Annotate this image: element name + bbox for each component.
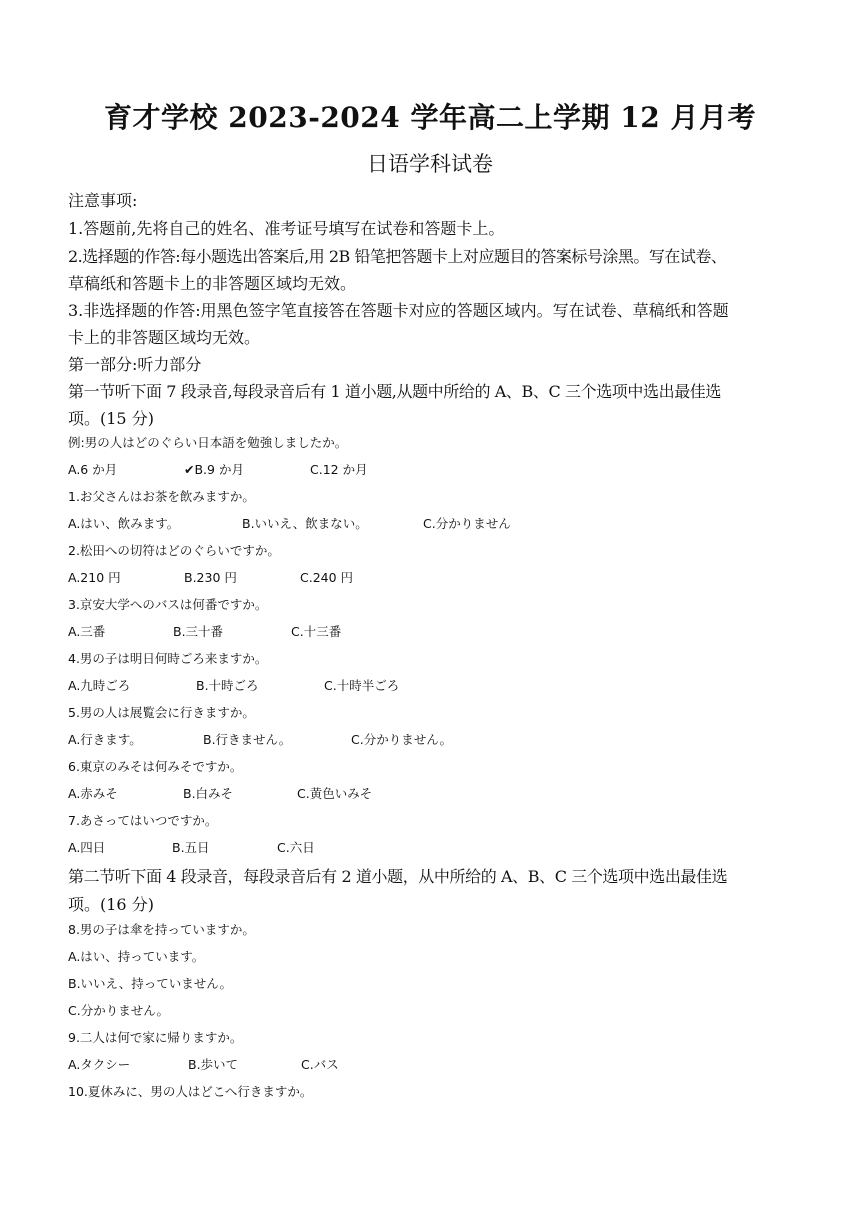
question-5-option-c: C.分かりません。 bbox=[351, 732, 452, 747]
section1-instruction-line-1: 第一节听下面 7 段录音,每段录音后有 1 道小题,从题中所给的 A、B、C 三个选项中选出最佳选 bbox=[68, 382, 722, 401]
question-2-option-c: C.240 円 bbox=[300, 570, 354, 585]
question-5-option-a: A.行きます。 bbox=[68, 732, 142, 747]
question-3-option-c: C.十三番 bbox=[291, 624, 342, 639]
question-3-option-b: B.三十番 bbox=[173, 624, 224, 639]
question-8-option-b: B.いいえ、持っていません。 bbox=[68, 976, 233, 991]
question-3: 3.京安大学へのバスは何番ですか。 bbox=[68, 597, 268, 612]
question-5: 5.男の人は展覧会に行きますか。 bbox=[68, 705, 255, 720]
question-9: 9.二人は何で家に帰りますか。 bbox=[68, 1030, 243, 1045]
note-3-line-1: 3.非选择题的作答:用黑色签字笔直接答在答题卡对应的答题区域内。写在试卷、草稿纸和答题 bbox=[68, 301, 729, 320]
note-1: 1.答题前,先将自己的姓名、准考证号填写在试卷和答题卡上。 bbox=[68, 219, 505, 238]
question-8: 8.男の子は傘を持っていますか。 bbox=[68, 922, 255, 937]
example-question: 例:男の人はどのぐらい日本語を勉強しましたか。 bbox=[68, 435, 348, 450]
question-2: 2.松田への切符はどのぐらいですか。 bbox=[68, 543, 280, 558]
example-option-c: C.12 か月 bbox=[310, 462, 368, 477]
example-option-a: A.6 か月 bbox=[68, 462, 118, 477]
question-1-option-a: A.はい、飲みます。 bbox=[68, 516, 180, 531]
question-7-option-c: C.六日 bbox=[277, 840, 315, 855]
question-6-option-c: C.黄色いみそ bbox=[297, 786, 373, 801]
part1-heading: 第一部分:听力部分 bbox=[68, 355, 202, 374]
example-option-b-label: B.9 か月 bbox=[194, 462, 244, 477]
notes-heading: 注意事项: bbox=[68, 191, 138, 210]
question-5-option-b: B.行きません。 bbox=[203, 732, 292, 747]
question-4-option-a: A.九時ごろ bbox=[68, 678, 131, 693]
question-6: 6.東京のみそは何みそですか。 bbox=[68, 759, 243, 774]
note-2-line-2: 草稿纸和答题卡上的非答题区域均无效。 bbox=[68, 274, 357, 293]
question-4: 4.男の子は明日何時ごろ来ますか。 bbox=[68, 651, 268, 666]
example-option-b bbox=[184, 460, 244, 478]
question-1: 1.お父さんはお茶を飲みますか。 bbox=[68, 489, 255, 504]
note-3-line-2: 卡上的非答题区域均无效。 bbox=[68, 328, 261, 347]
exam-title: 育才学校 2023-2024 学年高二上学期 12 月月考 bbox=[104, 101, 756, 134]
question-7: 7.あさってはいつですか。 bbox=[68, 813, 218, 828]
question-2-option-a: A.210 円 bbox=[68, 570, 121, 585]
question-1-option-b: B.いいえ、飲まない。 bbox=[242, 516, 368, 531]
question-7-option-b: B.五日 bbox=[172, 840, 210, 855]
question-3-option-a: A.三番 bbox=[68, 624, 106, 639]
question-4-option-b: B.十時ごろ bbox=[196, 678, 259, 693]
question-9-option-a: A.タクシー bbox=[68, 1057, 131, 1072]
question-2-option-b: B.230 円 bbox=[184, 570, 237, 585]
section1-instruction-line-2: 项。(15 分) bbox=[68, 409, 154, 428]
question-8-option-c: C.分かりません。 bbox=[68, 1003, 169, 1018]
section2-instruction-line-1: 第二节听下面 4 段录音，每段录音后有 2 道小题，从中所给的 A、B、C 三个选项中选出最佳选 bbox=[68, 867, 728, 886]
question-6-option-a: A.赤みそ bbox=[68, 786, 118, 801]
exam-subtitle: 日语学科试卷 bbox=[367, 152, 493, 176]
section2-instruction-line-2: 项。(16 分) bbox=[68, 895, 154, 914]
question-8-option-a: A.はい、持っています。 bbox=[68, 949, 205, 964]
question-4-option-c: C.十時半ごろ bbox=[324, 678, 400, 693]
question-1-option-c: C.分かりません bbox=[423, 516, 511, 531]
question-7-option-a: A.四日 bbox=[68, 840, 106, 855]
question-9-option-c: C.バス bbox=[301, 1057, 339, 1072]
question-9-option-b: B.歩いて bbox=[188, 1057, 239, 1072]
check-mark-icon: ✔ bbox=[184, 462, 195, 477]
question-6-option-b: B.白みそ bbox=[183, 786, 234, 801]
question-10: 10.夏休みに、男の人はどこへ行きますか。 bbox=[68, 1084, 313, 1099]
note-2-line-1: 2.选择题的作答:每小题选出答案后,用 2B 铅笔把答题卡上对应题目的答案标号涂黑。写在试卷、 bbox=[68, 247, 727, 266]
